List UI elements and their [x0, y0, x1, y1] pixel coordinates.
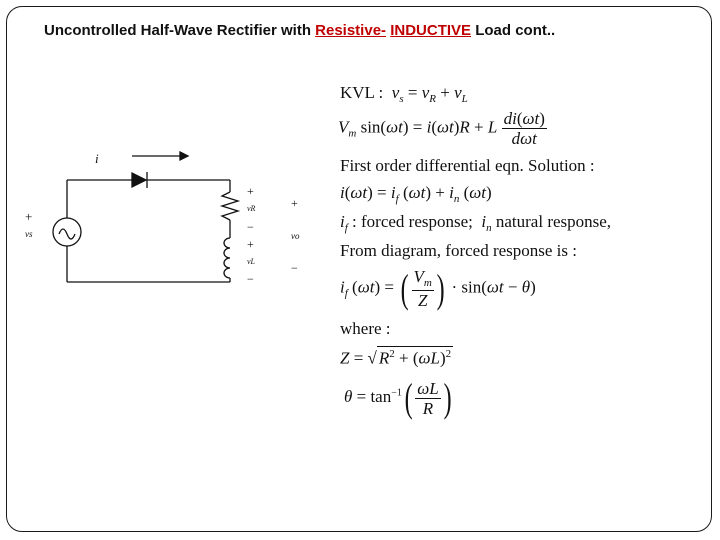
r-label: vR: [247, 204, 256, 213]
r-minus: −: [247, 220, 254, 234]
eq-from-diagram: From diagram, forced response is :: [340, 241, 577, 260]
diode-icon: [132, 173, 146, 187]
eq-differential: $V_m$ sin(ωt) = i(ωt)R + L $\frac{di(\omega t)}{\text{dωt}}$: [338, 109, 545, 148]
inductor-icon: [224, 238, 230, 278]
l-label: vL: [247, 257, 255, 266]
ac-source-icon: [53, 218, 81, 246]
eq-first-order: First order differential eqn. Solution :: [340, 156, 595, 175]
slide-title: Uncontrolled Half-Wave Rectifier with Resistive- INDUCTIVE Load cont..: [44, 22, 556, 39]
eq-kvl: KVL : $v_s = v_R + v_L$: [340, 83, 468, 105]
current-arrowhead: [180, 152, 188, 160]
eq-where: where :: [340, 319, 391, 338]
eq-forced-natural: $i_f$ : forced response; $i_n$ natural response,: [340, 212, 612, 234]
r-plus: +: [247, 184, 254, 198]
eq-impedance: Z = √ $R^2 + (\omega L)^2$: [340, 348, 452, 368]
resistor-icon: [222, 192, 238, 220]
source-plus: +: [25, 209, 33, 224]
current-label: i: [95, 151, 99, 166]
l-minus: −: [247, 272, 254, 286]
out-minus: −: [291, 261, 298, 275]
eq-forced-response: $i_f$ (ωt) = ( $\frac{V_m}{Z}$ ) · sin(ωt − θ): [340, 265, 536, 311]
eq-solution: $i(\omega t) = i_f$ $(\omega t) + i_n$ (ωt): [340, 183, 492, 205]
out-label: vo: [291, 231, 300, 241]
eq-theta: $\theta = \tan^{-1}$( $\frac{\omega L}{R}$ ): [344, 375, 452, 420]
source-label: vs: [25, 229, 33, 239]
out-plus: +: [291, 196, 298, 210]
l-plus: +: [247, 237, 254, 251]
